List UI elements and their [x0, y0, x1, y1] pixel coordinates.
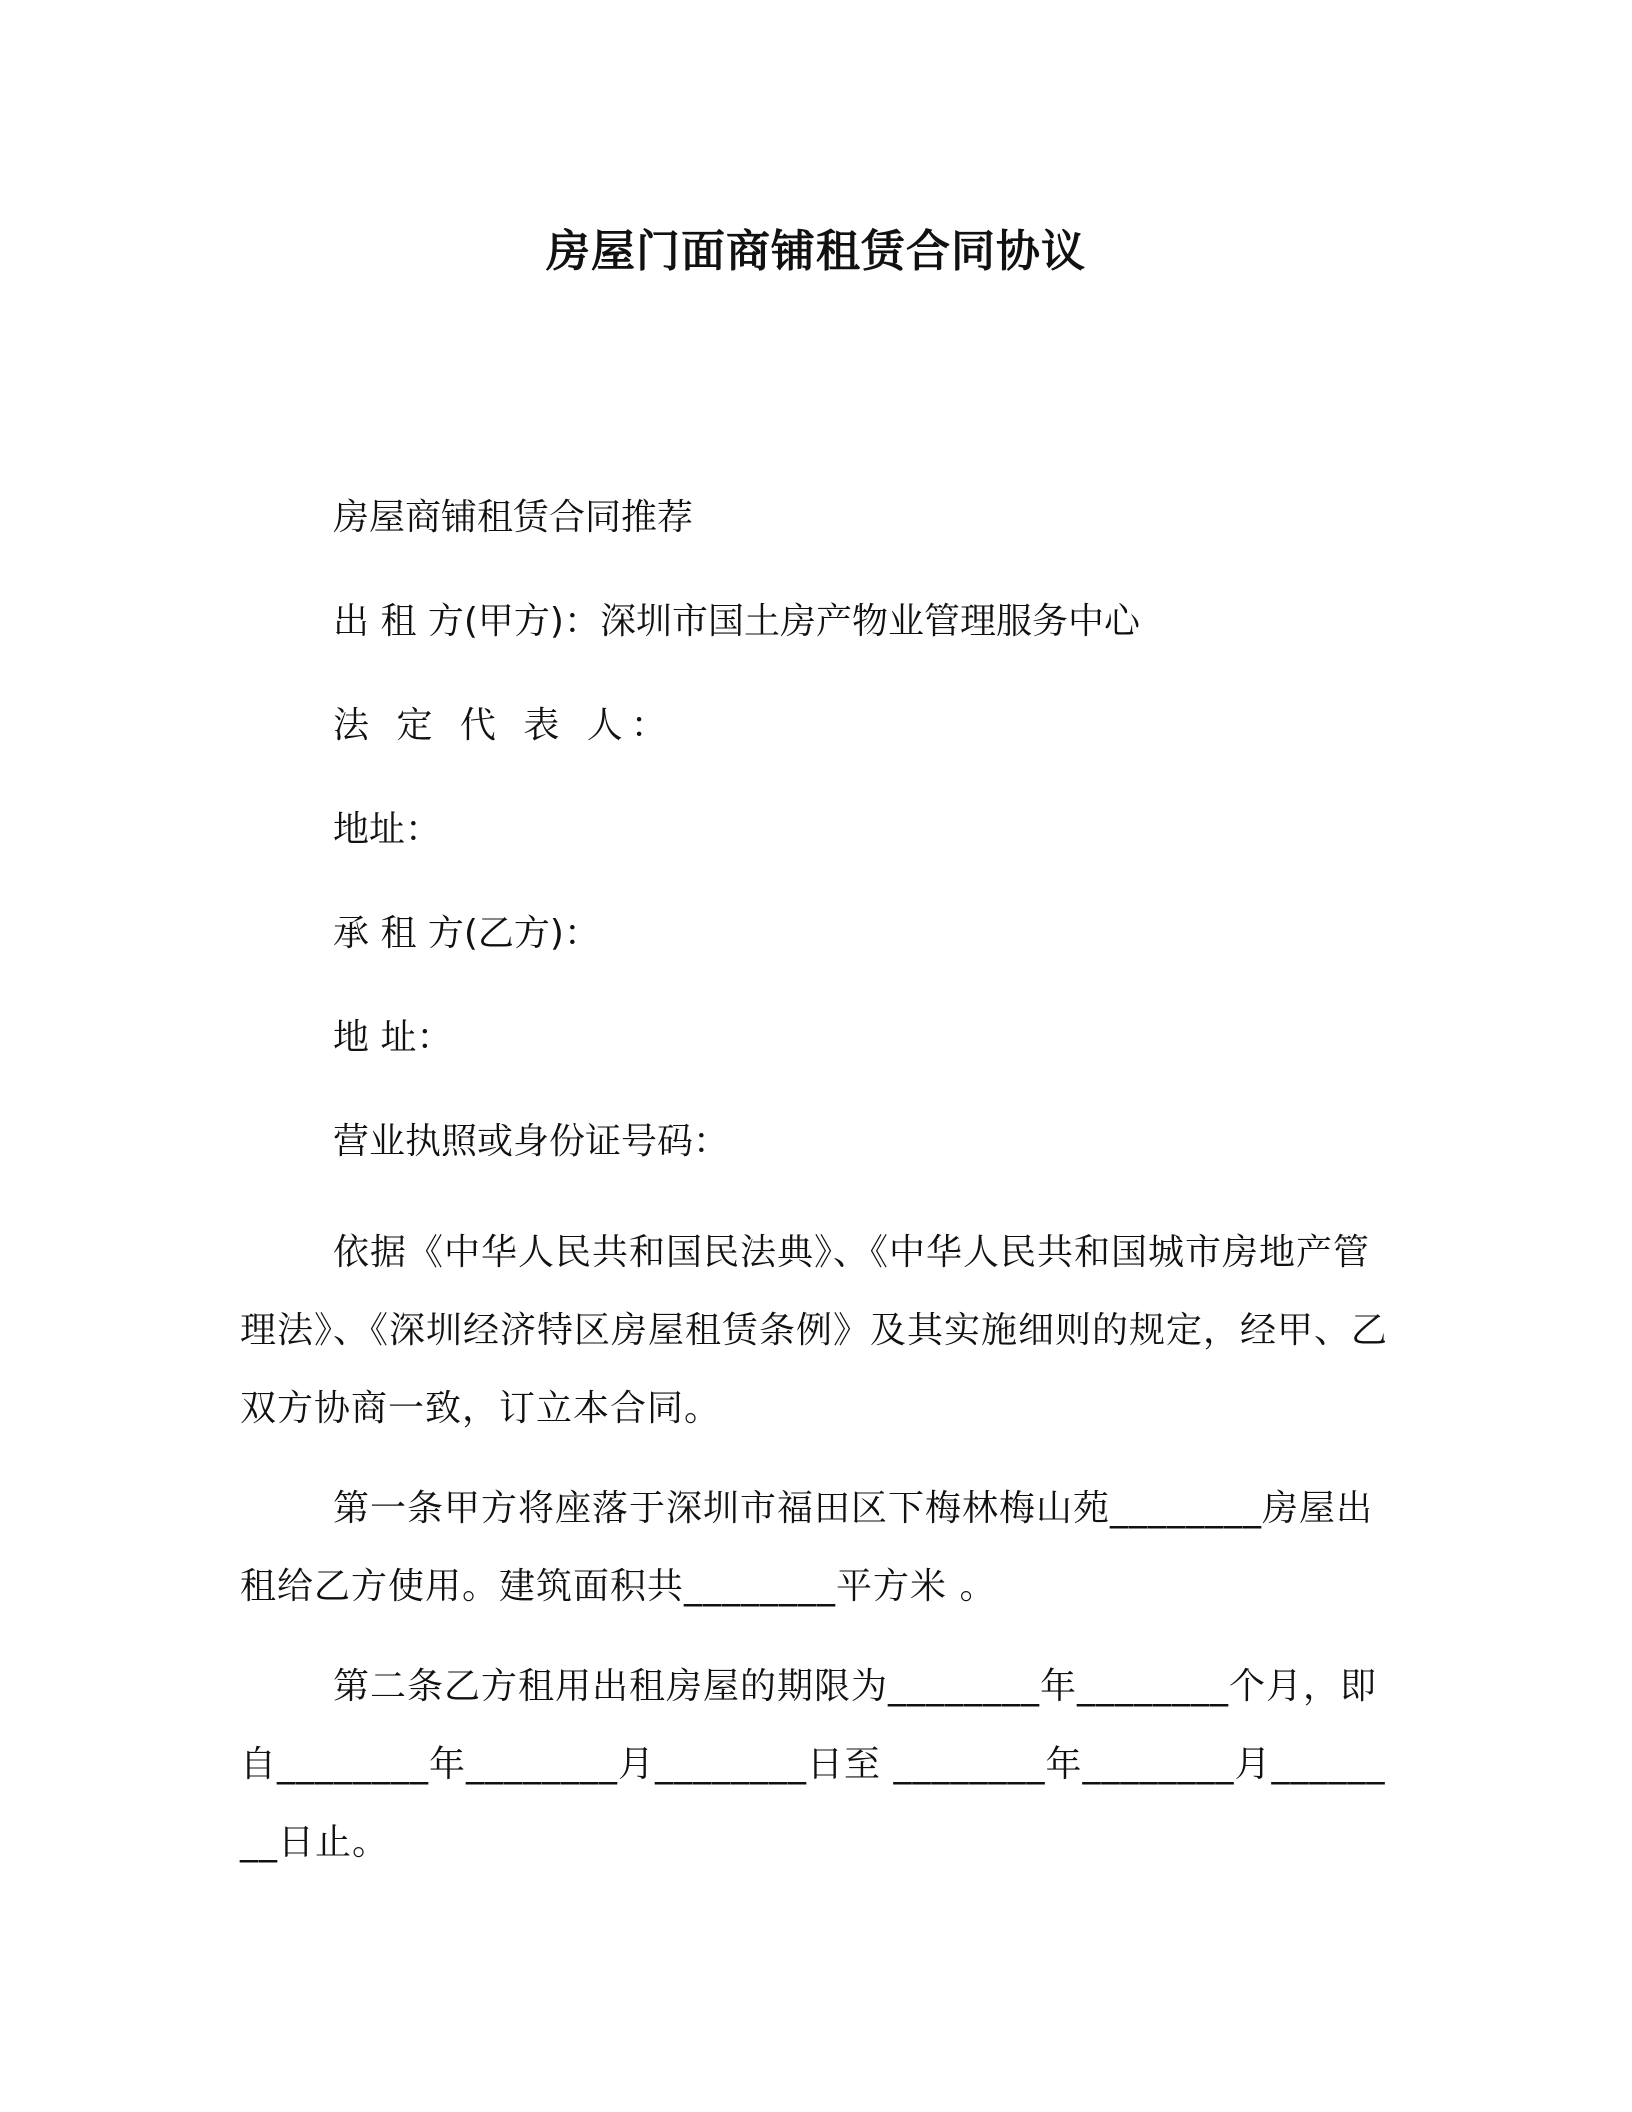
lessor-address-line: 地址：	[333, 809, 442, 850]
article-1-paragraph: 第一条甲方将座落于深圳市福田区下梅林梅山苑________房屋出租给乙方使用。建筑面积共________平方米 。	[240, 1488, 1374, 1607]
lessee-line: 承 租 方(乙方)：	[333, 913, 600, 954]
license-id-line: 营业执照或身份证号码：	[333, 1121, 730, 1162]
article-2-paragraph: 第二条乙方租用出租房屋的期限为________年________个月，即自________年________月________日至 ________年________月________日止。	[240, 1666, 1386, 1863]
lessee-address-line: 地 址：	[333, 1017, 453, 1058]
preamble-paragraph: 依据《中华人民共和国民法典》、《中华人民共和国城市房地产管理法》、《深圳经济特区房屋租赁条例》及其实施细则的规定，经甲、乙双方协商一致，订立本合同。	[240, 1232, 1389, 1429]
legal-representative-line: 法 定 代 表 人：	[333, 705, 675, 746]
document-subtitle: 房屋商铺租赁合同推荐	[333, 497, 694, 538]
lessor-line: 出 租 方(甲方)：深圳市国土房产物业管理服务中心	[333, 601, 1140, 642]
document-title: 房屋门面商铺租赁合同协议	[546, 226, 1086, 277]
